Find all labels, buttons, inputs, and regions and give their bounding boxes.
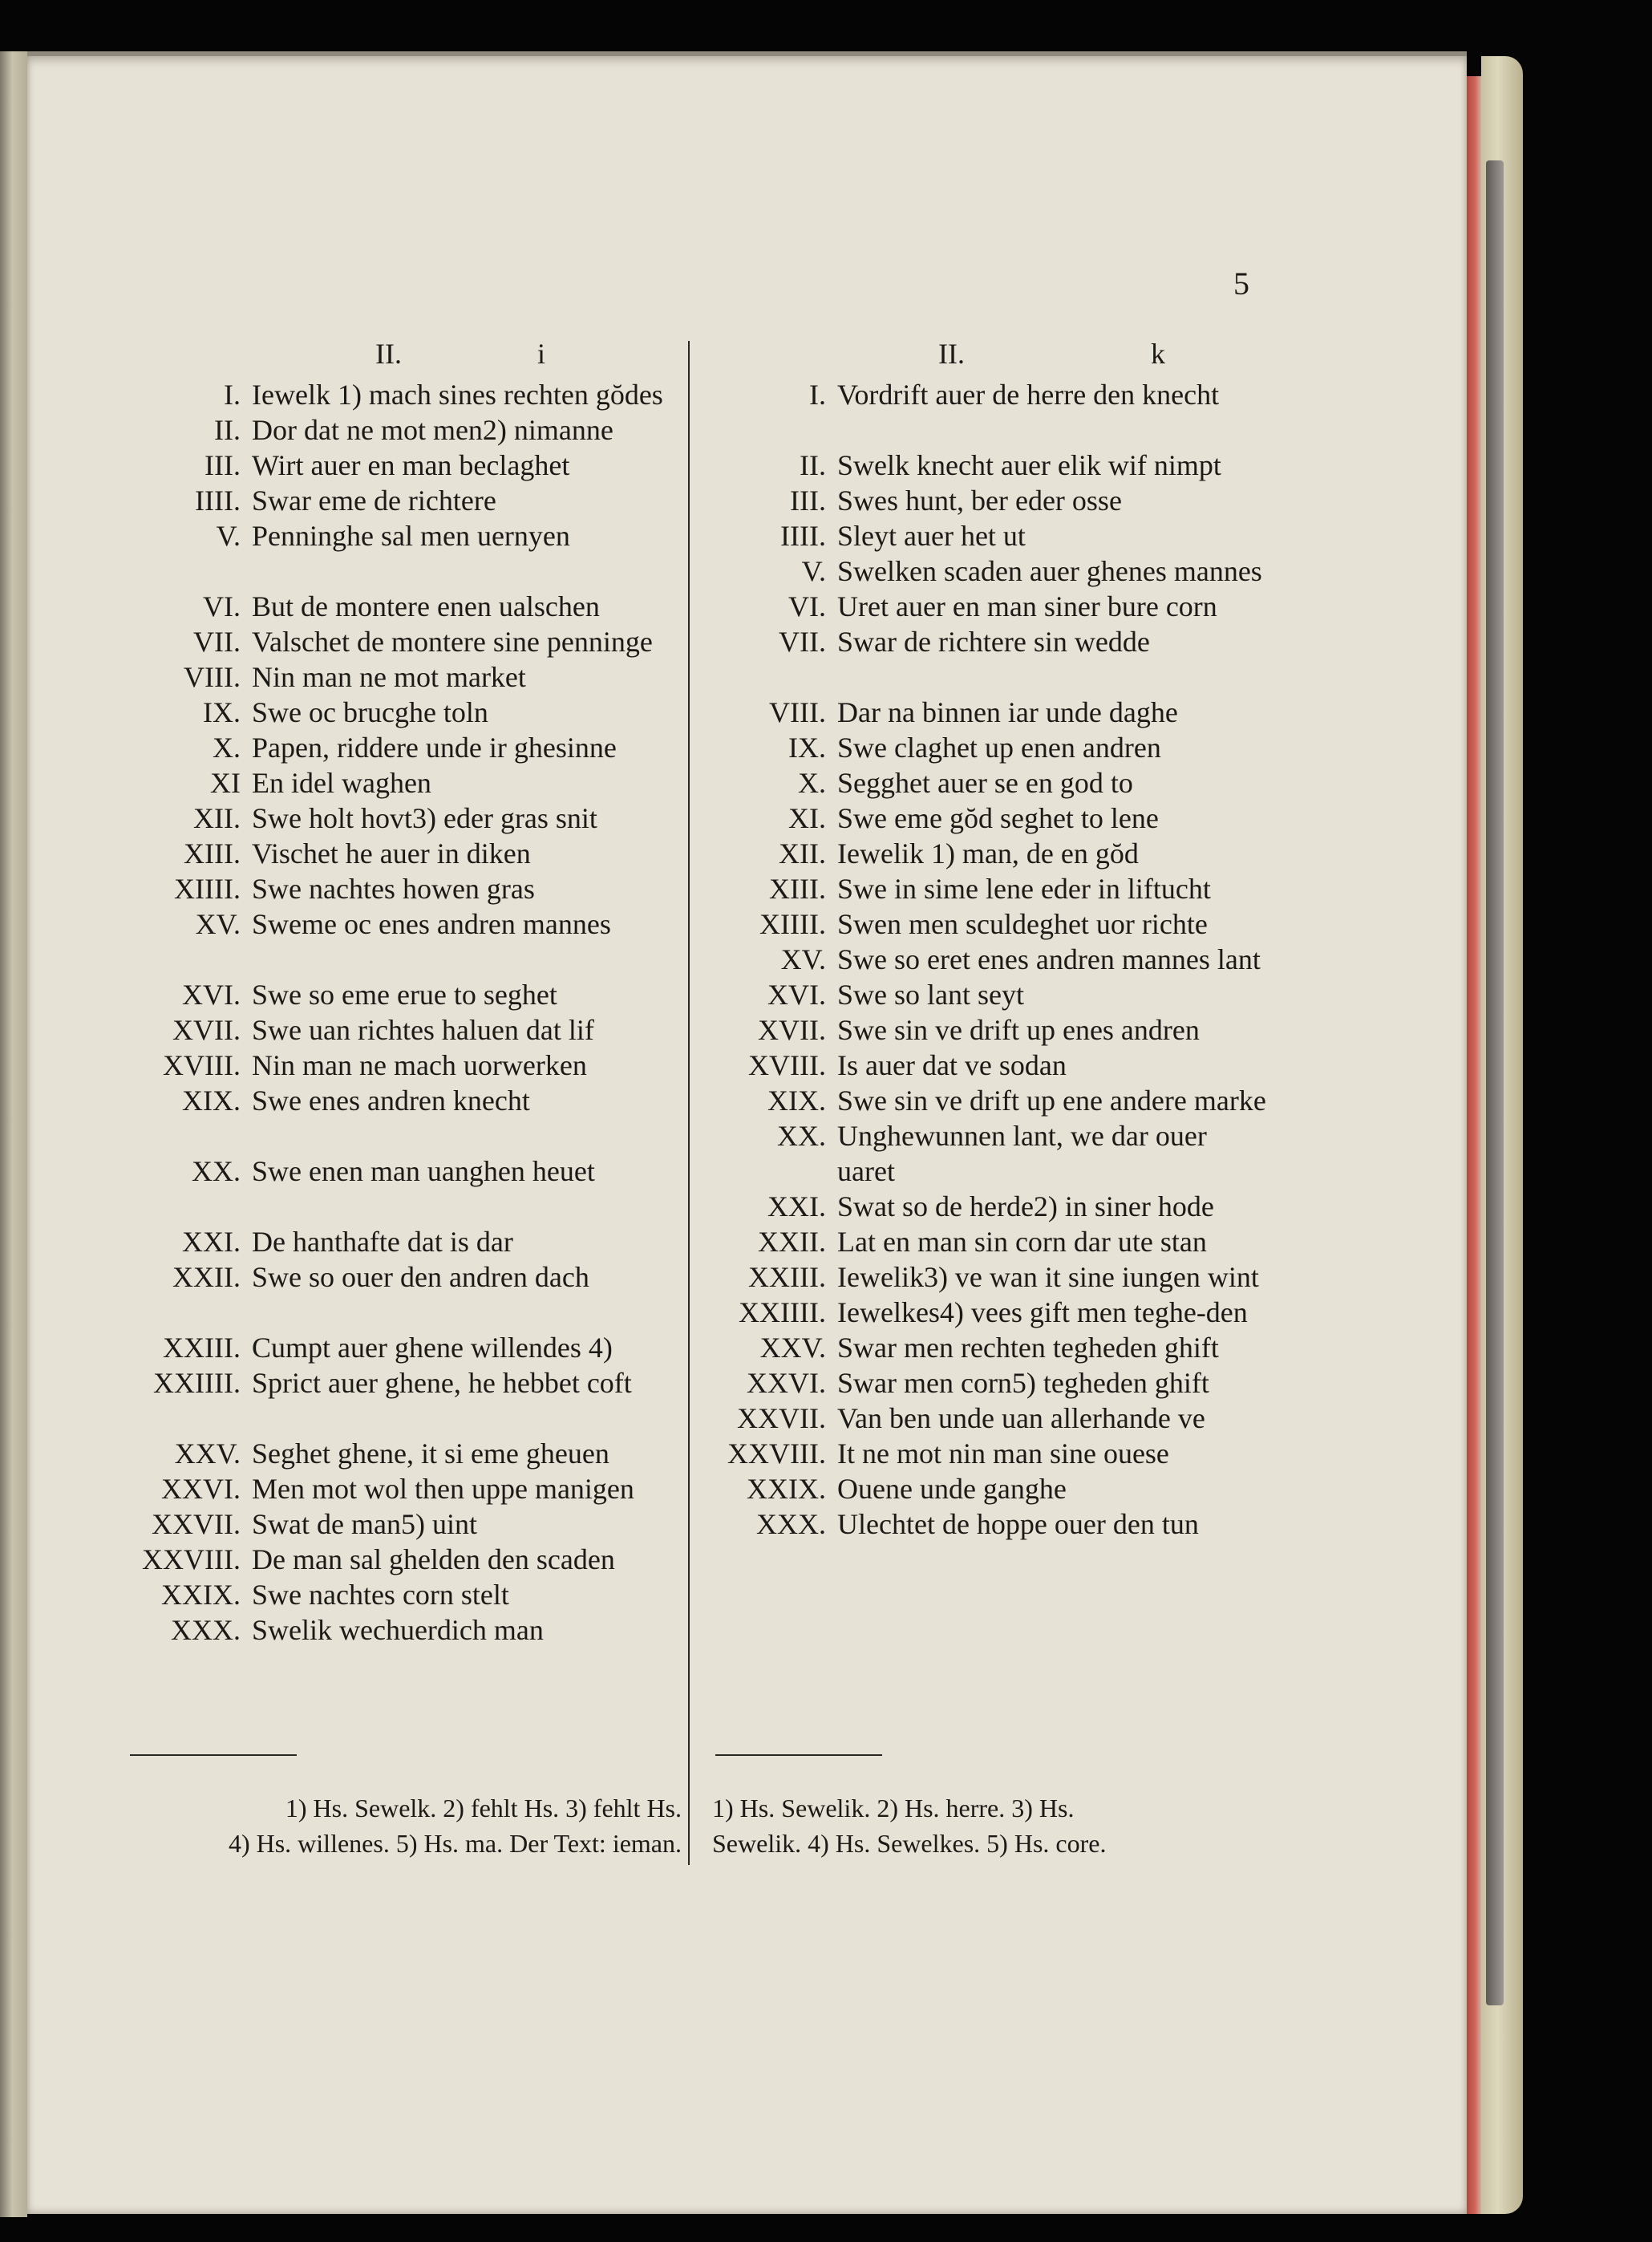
entry-text: Iewelik3) ve wan it sine iungen wint xyxy=(837,1261,1259,1293)
list-item xyxy=(120,1048,682,1083)
entry-text: De hanthafte dat is dar xyxy=(252,1226,513,1258)
left-column xyxy=(120,337,682,1648)
list-item xyxy=(120,1330,682,1365)
list-item xyxy=(706,1330,1267,1365)
entry-text: Swe sin ve drift up ene andere marke xyxy=(837,1085,1266,1117)
list-item xyxy=(706,871,1267,906)
cover-bar xyxy=(1486,160,1504,2005)
entry-numeral: XIX. xyxy=(182,1085,241,1117)
entry-text: Swat so de herde2) in siner hode xyxy=(837,1190,1214,1222)
entry-text: Ouene unde ganghe xyxy=(837,1473,1067,1505)
left-footnotes xyxy=(120,1790,682,1861)
list-item xyxy=(706,836,1267,871)
entry-numeral: XXI. xyxy=(182,1226,241,1258)
entry-text: Dor dat ne mot men2) nimanne xyxy=(252,414,613,446)
entry-text: Ulechtet de hoppe ouer den tun xyxy=(837,1508,1199,1540)
list-item xyxy=(706,730,1267,765)
right-header-letter: k xyxy=(1151,338,1165,370)
list-item xyxy=(706,765,1267,801)
left-entry-list xyxy=(120,377,682,1648)
entry-numeral: XXI. xyxy=(767,1190,826,1222)
entry-numeral: VII. xyxy=(779,626,826,658)
list-item xyxy=(120,1612,682,1648)
entry-numeral: XXV. xyxy=(759,1332,826,1364)
list-item xyxy=(706,518,1267,553)
entry-text: Swen men sculdeghet uor richte xyxy=(837,908,1208,940)
list-item xyxy=(706,1118,1267,1189)
list-item xyxy=(120,483,682,518)
list-item xyxy=(120,1506,682,1542)
footnote-line: 1) Hs. Sewelk. 2) fehlt Hs. 3) fehlt Hs. xyxy=(285,1794,682,1822)
entry-gap xyxy=(120,1118,682,1153)
entry-text: Swe in sime lene eder in liftucht xyxy=(837,873,1211,905)
list-item xyxy=(120,448,682,483)
list-item xyxy=(706,942,1267,977)
entry-gap xyxy=(120,1189,682,1224)
footnote-line: 4) Hs. willenes. 5) Hs. ma. Der Text: ieman. xyxy=(228,1829,682,1858)
entry-text: Vischet he auer in diken xyxy=(252,837,531,870)
list-item xyxy=(120,377,682,412)
entry-numeral: XIII. xyxy=(184,837,241,870)
list-item xyxy=(120,1471,682,1506)
entry-numeral: XIIII. xyxy=(174,873,241,905)
entry-gap xyxy=(120,1401,682,1436)
list-item xyxy=(120,589,682,624)
entry-numeral: I. xyxy=(224,379,241,411)
entry-numeral: X. xyxy=(213,732,241,764)
list-item xyxy=(706,1224,1267,1259)
list-item xyxy=(120,624,682,659)
entry-text: Sprict auer ghene, he hebbet coft xyxy=(252,1367,632,1399)
entry-text: But de montere enen ualschen xyxy=(252,590,600,622)
left-footnote-rule xyxy=(130,1754,297,1756)
footnote-line: Sewelik. 4) Hs. Sewelkes. 5) Hs. core. xyxy=(712,1829,1107,1858)
list-item xyxy=(120,1542,682,1577)
entry-numeral: XX. xyxy=(192,1155,241,1187)
entry-numeral: XXIIII. xyxy=(153,1367,241,1399)
entry-gap xyxy=(706,659,1267,695)
entry-gap xyxy=(120,1295,682,1330)
entry-text: Valschet de montere sine penninge xyxy=(252,626,653,658)
entry-text: Swe oc brucghe toln xyxy=(252,696,488,728)
entry-text: Iewelkes4) vees gift men teghe-den xyxy=(837,1296,1248,1328)
list-item xyxy=(120,1012,682,1048)
entry-text: Swe nachtes corn stelt xyxy=(252,1579,509,1611)
right-column-header xyxy=(706,337,1267,377)
entry-text: Swat de man5) uint xyxy=(252,1508,477,1540)
entry-text: Uret auer en man siner bure corn xyxy=(837,590,1217,622)
entry-text: Swe so eme erue to seghet xyxy=(252,979,557,1011)
entry-text: Van ben unde uan allerhande ve xyxy=(837,1402,1205,1434)
entry-gap xyxy=(706,412,1267,448)
list-item xyxy=(120,1259,682,1295)
entry-numeral: IX. xyxy=(203,696,241,728)
entry-numeral: VIII. xyxy=(769,696,826,728)
entry-numeral: XXVII. xyxy=(737,1402,826,1434)
list-item xyxy=(706,1436,1267,1471)
list-item xyxy=(120,906,682,942)
list-item xyxy=(706,1365,1267,1401)
entry-numeral: XXIII. xyxy=(748,1261,826,1293)
right-header-numeral: II. xyxy=(938,338,965,370)
entry-text: Swe claghet up enen andren xyxy=(837,732,1161,764)
entry-text: Swe enes andren knecht xyxy=(252,1085,530,1117)
list-item xyxy=(706,1471,1267,1506)
list-item xyxy=(706,1012,1267,1048)
entry-numeral: XX. xyxy=(777,1120,826,1152)
entry-numeral: XXX. xyxy=(171,1614,241,1646)
entry-numeral: XXVIII. xyxy=(142,1543,241,1575)
entry-numeral: XIIII. xyxy=(759,908,826,940)
entry-text: Swe uan richtes haluen dat lif xyxy=(252,1014,594,1046)
right-footnote-rule xyxy=(715,1754,882,1756)
entry-text: Wirt auer en man beclaghet xyxy=(252,449,570,481)
list-item xyxy=(120,801,682,836)
list-item xyxy=(120,1365,682,1401)
entry-numeral: III. xyxy=(204,449,241,481)
list-item xyxy=(706,695,1267,730)
list-item xyxy=(706,1189,1267,1224)
entry-numeral: XVI. xyxy=(182,979,241,1011)
list-item xyxy=(120,695,682,730)
list-item xyxy=(706,1401,1267,1436)
list-item xyxy=(120,1224,682,1259)
entry-text: Nin man ne mot market xyxy=(252,661,526,693)
entry-numeral: XXVI. xyxy=(747,1367,826,1399)
entry-text: Men mot wol then uppe manigen xyxy=(252,1473,634,1505)
entry-gap xyxy=(120,942,682,977)
entry-numeral: III. xyxy=(790,484,826,517)
entry-text: Is auer dat ve sodan xyxy=(837,1049,1067,1081)
column-divider xyxy=(688,341,690,1865)
footnote-line: 1) Hs. Sewelik. 2) Hs. herre. 3) Hs. xyxy=(712,1794,1075,1822)
entry-gap xyxy=(120,553,682,589)
entry-numeral: XII. xyxy=(193,802,241,834)
entry-numeral: I. xyxy=(809,379,826,411)
entry-text: Swes hunt, ber eder osse xyxy=(837,484,1122,517)
entry-text: Dar na binnen iar unde daghe xyxy=(837,696,1178,728)
entry-text: Sweme oc enes andren mannes xyxy=(252,908,611,940)
entry-text: Unghewunnen lant, we dar ouer uaret xyxy=(837,1120,1207,1187)
entry-text: Papen, riddere unde ir ghesinne xyxy=(252,732,617,764)
left-header-letter: i xyxy=(537,338,546,370)
list-item xyxy=(120,1577,682,1612)
book-spine xyxy=(0,51,27,2217)
list-item xyxy=(706,377,1267,412)
entry-text: Swelken scaden auer ghenes mannes xyxy=(837,555,1262,587)
entry-numeral: VIII. xyxy=(184,661,241,693)
entry-numeral: X. xyxy=(798,767,826,799)
entry-numeral: XV. xyxy=(195,908,241,940)
entry-text: Swe nachtes howen gras xyxy=(252,873,535,905)
entry-text: Swar eme de richtere xyxy=(252,484,496,517)
entry-numeral: V. xyxy=(216,520,241,552)
entry-numeral: XXIII. xyxy=(163,1332,241,1364)
entry-text: Sleyt auer het ut xyxy=(837,520,1026,552)
right-column xyxy=(706,337,1267,1542)
entry-numeral: XII. xyxy=(779,837,826,870)
entry-numeral: XIX. xyxy=(767,1085,826,1117)
list-item xyxy=(120,730,682,765)
list-item xyxy=(706,1295,1267,1330)
entry-text: Lat en man sin corn dar ute stan xyxy=(837,1226,1207,1258)
entry-text: En idel waghen xyxy=(252,767,431,799)
entry-numeral: XXII. xyxy=(172,1261,241,1293)
entry-text: It ne mot nin man sine ouese xyxy=(837,1437,1169,1470)
entry-text: Swe holt hovt3) eder gras snit xyxy=(252,802,597,834)
entry-text: Swe eme gŏd seghet to lene xyxy=(837,802,1159,834)
entry-numeral: XVI. xyxy=(767,979,826,1011)
entry-numeral: XXV. xyxy=(174,1437,241,1470)
entry-text: Swe so eret enes andren mannes lant xyxy=(837,943,1261,975)
entry-numeral: IIII. xyxy=(195,484,241,517)
list-item xyxy=(120,518,682,553)
entry-text: Iewelk 1) mach sines rechten gŏdes xyxy=(252,379,663,411)
entry-numeral: XXIIII. xyxy=(739,1296,826,1328)
list-item xyxy=(706,589,1267,624)
entry-numeral: XI. xyxy=(788,802,826,834)
entry-text: Swar men rechten tegheden ghift xyxy=(837,1332,1219,1364)
list-item xyxy=(120,836,682,871)
left-column-header xyxy=(120,337,682,377)
list-item xyxy=(706,906,1267,942)
list-item xyxy=(706,624,1267,659)
list-item xyxy=(120,1436,682,1471)
entry-text: Seghet ghene, it si eme gheuen xyxy=(252,1437,609,1470)
entry-text: Swe enen man uanghen heuet xyxy=(252,1155,595,1187)
list-item xyxy=(706,553,1267,589)
entry-numeral: II. xyxy=(214,414,241,446)
list-item xyxy=(706,977,1267,1012)
entry-text: Swar de richtere sin wedde xyxy=(837,626,1150,658)
entry-numeral: V. xyxy=(801,555,826,587)
entry-text: Swelk knecht auer elik wif nimpt xyxy=(837,449,1221,481)
list-item xyxy=(120,1153,682,1189)
list-item xyxy=(706,1083,1267,1118)
entry-text: Cumpt auer ghene willendes 4) xyxy=(252,1332,613,1364)
entry-numeral: XVIII. xyxy=(748,1049,826,1081)
entry-numeral: XVIII. xyxy=(163,1049,241,1081)
entry-text: De man sal ghelden den scaden xyxy=(252,1543,615,1575)
entry-numeral: VI. xyxy=(203,590,241,622)
left-header-numeral: II. xyxy=(375,338,402,370)
list-item xyxy=(120,659,682,695)
entry-text: Swe sin ve drift up enes andren xyxy=(837,1014,1200,1046)
list-item xyxy=(706,1506,1267,1542)
list-item xyxy=(120,871,682,906)
list-item xyxy=(706,1259,1267,1295)
list-item xyxy=(706,1048,1267,1083)
entry-text: Iewelik 1) man, de en gŏd xyxy=(837,837,1139,870)
list-item xyxy=(120,412,682,448)
entry-numeral: VII. xyxy=(193,626,241,658)
list-item xyxy=(706,801,1267,836)
list-item xyxy=(120,977,682,1012)
entry-text: Swelik wechuerdich man xyxy=(252,1614,544,1646)
entry-numeral: IX. xyxy=(788,732,826,764)
page-red-edge xyxy=(1467,76,1481,2214)
entry-numeral: IIII. xyxy=(780,520,826,552)
entry-numeral: XVII. xyxy=(758,1014,826,1046)
page-number: 5 xyxy=(1233,266,1249,302)
entry-numeral: XXIX. xyxy=(747,1473,826,1505)
entry-numeral: XXVI. xyxy=(161,1473,241,1505)
entry-text: Swe so lant seyt xyxy=(837,979,1024,1011)
entry-text: Vordrift auer de herre den knecht xyxy=(837,379,1220,411)
entry-numeral: XI xyxy=(210,767,241,799)
entry-numeral: XXVIII. xyxy=(727,1437,826,1470)
entry-numeral: XV. xyxy=(780,943,826,975)
entry-numeral: XXIX. xyxy=(161,1579,241,1611)
entry-text: Swar men corn5) tegheden ghift xyxy=(837,1367,1209,1399)
entry-text: Penninghe sal men uernyen xyxy=(252,520,570,552)
entry-numeral: XXVII. xyxy=(152,1508,241,1540)
list-item xyxy=(706,448,1267,483)
entry-numeral: VI. xyxy=(788,590,826,622)
right-footnotes xyxy=(712,1790,1265,1861)
entry-text: Nin man ne mach uorwerken xyxy=(252,1049,587,1081)
entry-numeral: XVII. xyxy=(172,1014,241,1046)
entry-text: Segghet auer se en god to xyxy=(837,767,1133,799)
right-entry-list xyxy=(706,377,1267,1542)
list-item xyxy=(120,1083,682,1118)
list-item xyxy=(706,483,1267,518)
list-item xyxy=(120,765,682,801)
entry-text: Swe so ouer den andren dach xyxy=(252,1261,589,1293)
entry-numeral: II. xyxy=(800,449,826,481)
entry-numeral: XIII. xyxy=(769,873,826,905)
entry-numeral: XXII. xyxy=(758,1226,826,1258)
entry-numeral: XXX. xyxy=(756,1508,826,1540)
